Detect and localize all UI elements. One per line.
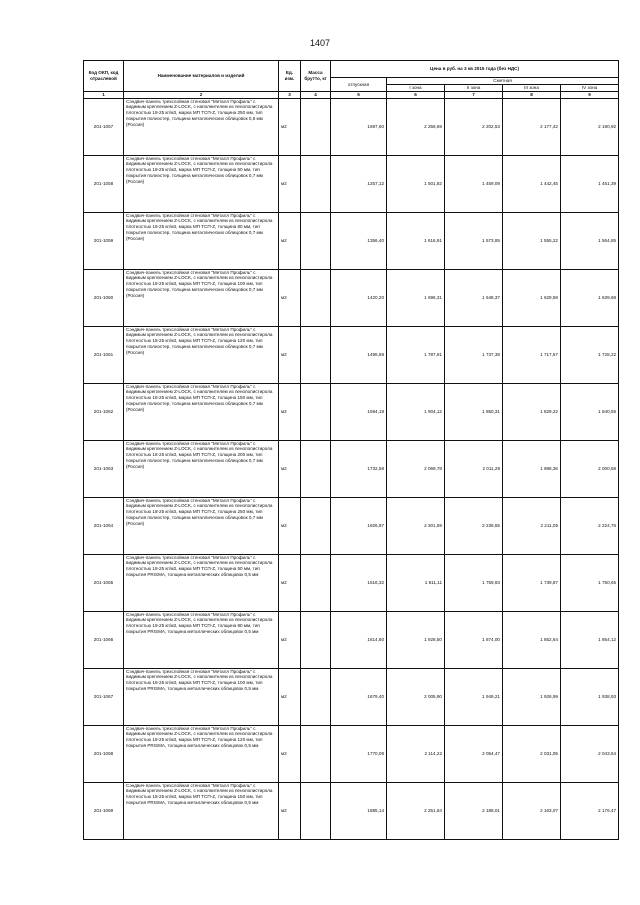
release-price: 1614,60	[331, 611, 387, 668]
item-unit: м2	[279, 212, 301, 269]
item-name: Сэндвич-панель трехслойная стеновая "Металл Профиль" с видимым креплением Z-LOCK, с наполнителем из пенополистирола плотностью 18-25 кг/м3, марка МП ТСП-Z, толщина 250 мм, тип покрытия полиэстер, толщина металлических облицовок 0,6 мм (Россия)	[124, 98, 279, 155]
zone2-price: 1 737,38	[445, 326, 503, 383]
zone4-price: 2 224,76	[561, 497, 619, 554]
zone4-price: 1 938,93	[561, 668, 619, 725]
item-code: 201-1068	[84, 725, 124, 782]
item-code: 201-1057	[84, 98, 124, 155]
column-number: 5	[331, 92, 387, 99]
zone3-price: 1 829,22	[503, 383, 561, 440]
zone2-price: 2 236,55	[445, 497, 503, 554]
column-numbers-row	[84, 92, 619, 99]
zone1-price: 2 301,59	[387, 497, 445, 554]
table-row	[84, 212, 619, 269]
item-mass	[301, 440, 331, 497]
table-row	[84, 98, 619, 155]
item-unit: м2	[279, 497, 301, 554]
header-code: Код ОКП, код отраслевой	[84, 61, 124, 92]
item-code: 201-1064	[84, 497, 124, 554]
item-unit: м2	[279, 611, 301, 668]
item-name: Сэндвич-панель трехслойная стеновая "Металл Профиль" с видимым креплением Z-LOCK, с наполнителем из пенополистирола плотностью 18-25 кг/м3, марка МП ТСП-Z, толщина 50 мм, тип покрытия PRISMA, толщина металлических облицовок 0,5 мм	[124, 554, 279, 611]
table-body	[84, 98, 619, 839]
item-mass	[301, 554, 331, 611]
zone4-price: 2 000,68	[561, 440, 619, 497]
zone3-price: 1 988,36	[503, 440, 561, 497]
header-zone1: I зона	[387, 85, 445, 92]
zone4-price: 1 451,39	[561, 155, 619, 212]
zone1-price: 1 811,11	[387, 554, 445, 611]
table-row	[84, 326, 619, 383]
item-mass	[301, 668, 331, 725]
table-row	[84, 497, 619, 554]
zone3-price: 1 717,57	[503, 326, 561, 383]
price-table	[83, 60, 619, 840]
item-code: 201-1069	[84, 782, 124, 839]
item-unit: м2	[279, 554, 301, 611]
item-code: 201-1066	[84, 611, 124, 668]
zone2-price: 1 949,21	[445, 668, 503, 725]
release-price: 1885,14	[331, 782, 387, 839]
zone3-price: 1 555,22	[503, 212, 561, 269]
table-row	[84, 383, 619, 440]
zone4-price: 1 639,68	[561, 269, 619, 326]
column-number: 3	[279, 92, 301, 99]
page-number: 1407	[309, 38, 331, 48]
header-mass: Масса брутто, кг	[301, 61, 331, 92]
release-price: 1732,58	[331, 440, 387, 497]
release-price: 1257,12	[331, 155, 387, 212]
table-row	[84, 611, 619, 668]
zone4-price: 1 750,65	[561, 554, 619, 611]
zone2-price: 1 573,85	[445, 212, 503, 269]
release-price: 1516,32	[331, 554, 387, 611]
header-zone4: IV зона	[561, 85, 619, 92]
item-name: Сэндвич-панель трехслойная стеновая "Металл Профиль" с видимым креплением Z-LOCK, с наполнителем из пенополистирола плотностью 18-25 кг/м3, марка МП ТСП-Z, толщина 150 мм, тип покрытия PRISMA, толщина металлических облицовок 0,5 мм	[124, 782, 279, 839]
item-name: Сэндвич-панель трехслойная стеновая "Металл Профиль" с видимым креплением Z-LOCK, с наполнителем из пенополистирола плотностью 18-25 кг/м3, марка МП ТСП-Z, толщина 50 мм, тип покрытия полиэстер, толщина металлических облицовок 0,7 мм (Россия)	[124, 155, 279, 212]
header-release: отпускная	[331, 78, 387, 92]
zone1-price: 2 114,22	[387, 725, 445, 782]
column-number: 1	[84, 92, 124, 99]
item-name: Сэндвич-панель трехслойная стеновая "Металл Профиль" с видимым креплением Z-LOCK, с наполнителем из пенополистирола плотностью 18-25 кг/м3, марка МП ТСП-Z, толщина 120 мм, тип покрытия полиэстер, толщина металлических облицовок 0,7 мм (Россия)	[124, 326, 279, 383]
zone3-price: 1 442,45	[503, 155, 561, 212]
release-price: 1679,40	[331, 668, 387, 725]
header-name: Наименование материалов и изделий	[124, 61, 279, 92]
table-row	[84, 668, 619, 725]
header-zone2: II зона	[445, 85, 503, 92]
zone2-price: 1 648,37	[445, 269, 503, 326]
zone2-price: 2 202,53	[445, 98, 503, 155]
zone3-price: 1 739,87	[503, 554, 561, 611]
header-estimate: Сметная	[387, 78, 619, 85]
item-unit: м2	[279, 326, 301, 383]
header-unit: Ед. изм.	[279, 61, 301, 92]
zone4-price: 2 176,47	[561, 782, 619, 839]
zone1-price: 2 069,78	[387, 440, 445, 497]
zone1-price: 1 616,91	[387, 212, 445, 269]
item-name: Сэндвич-панель трехслойная стеновая "Металл Профиль" с видимым креплением Z-LOCK, с наполнителем из пенополистирола плотностью 18-25 кг/м3, марка МП ТСП-Z, толщина 120 мм, тип покрытия PRISMA, толщина металлических облицовок 0,5 мм	[124, 725, 279, 782]
zone4-price: 1 864,12	[561, 611, 619, 668]
item-name: Сэндвич-панель трехслойная стеновая "Металл Профиль" с видимым креплением Z-LOCK, с наполнителем из пенополистирола плотностью 18-25 кг/м3, марка МП ТСП-Z, толщина 100 мм, тип покрытия PRISMA, толщина металлических облицовок 0,5 мм	[124, 668, 279, 725]
zone2-price: 1 850,31	[445, 383, 503, 440]
item-code: 201-1062	[84, 383, 124, 440]
item-unit: м2	[279, 725, 301, 782]
zone1-price: 1 928,50	[387, 611, 445, 668]
table-row	[84, 155, 619, 212]
item-unit: м2	[279, 383, 301, 440]
item-unit: м2	[279, 98, 301, 155]
item-code: 201-1059	[84, 212, 124, 269]
item-mass	[301, 98, 331, 155]
item-mass	[301, 782, 331, 839]
release-price: 1770,09	[331, 725, 387, 782]
header-zone3: III зона	[503, 85, 561, 92]
zone3-price: 2 211,05	[503, 497, 561, 554]
item-mass	[301, 326, 331, 383]
table-row	[84, 269, 619, 326]
table-row	[84, 782, 619, 839]
item-code: 201-1058	[84, 155, 124, 212]
item-name: Сэндвич-панель трехслойная стеновая "Металл Профиль" с видимым креплением Z-LOCK, с наполнителем из пенополистирола плотностью 18-25 кг/м3, марка МП ТСП-Z, толщина 150 мм, тип покрытия полиэстер, толщина металлических облицовок 0,7 мм (Россия)	[124, 383, 279, 440]
table-row	[84, 725, 619, 782]
item-mass	[301, 269, 331, 326]
release-price: 1496,69	[331, 326, 387, 383]
item-name: Сэндвич-панель трехслойная стеновая "Металл Профиль" с видимым креплением Z-LOCK, с наполнителем из пенополистирола плотностью 18-25 кг/м3, марка МП ТСП-Z, толщина 80 мм, тип покрытия полиэстер, толщина металлических облицовок 0,7 мм (Россия)	[124, 212, 279, 269]
zone1-price: 1 696,31	[387, 269, 445, 326]
column-number: 2	[124, 92, 279, 99]
zone4-price: 1 728,22	[561, 326, 619, 383]
item-unit: м2	[279, 269, 301, 326]
zone3-price: 1 629,58	[503, 269, 561, 326]
zone4-price: 1 840,55	[561, 383, 619, 440]
item-name: Сэндвич-панель трехслойная стеновая "Металл Профиль" с видимым креплением Z-LOCK, с наполнителем из пенополистирола плотностью 18-25 кг/м3, марка МП ТСП-Z, толщина 250 мм, тип покрытия полиэстер, толщина металлических облицовок 0,7 мм (Россия)	[124, 497, 279, 554]
item-unit: м2	[279, 155, 301, 212]
zone3-price: 1 926,99	[503, 668, 561, 725]
column-number: 8	[503, 92, 561, 99]
item-code: 201-1060	[84, 269, 124, 326]
release-price: 1926,97	[331, 497, 387, 554]
zone2-price: 1 759,93	[445, 554, 503, 611]
column-number: 9	[561, 92, 619, 99]
zone3-price: 1 852,64	[503, 611, 561, 668]
item-code: 201-1067	[84, 668, 124, 725]
zone1-price: 2 251,64	[387, 782, 445, 839]
item-unit: м2	[279, 782, 301, 839]
item-mass	[301, 611, 331, 668]
zone2-price: 2 188,01	[445, 782, 503, 839]
release-price: 1697,60	[331, 98, 387, 155]
item-code: 201-1065	[84, 554, 124, 611]
zone4-price: 2 190,92	[561, 98, 619, 155]
zone1-price: 2 005,90	[387, 668, 445, 725]
release-price: 1420,20	[331, 269, 387, 326]
item-name: Сэндвич-панель трехслойная стеновая "Металл Профиль" с видимым креплением Z-LOCK, с наполнителем из пенополистирола плотностью 18-25 кг/м3, марка МП ТСП-Z, толщина 200 мм, тип покрытия полиэстер, толщина металлических облицовок 0,7 мм (Россия)	[124, 440, 279, 497]
column-number: 7	[445, 92, 503, 99]
zone1-price: 1 904,12	[387, 383, 445, 440]
zone1-price: 2 256,69	[387, 98, 445, 155]
item-mass	[301, 497, 331, 554]
zone1-price: 1 501,82	[387, 155, 445, 212]
zone1-price: 1 787,91	[387, 326, 445, 383]
item-mass	[301, 212, 331, 269]
item-mass	[301, 155, 331, 212]
item-code: 201-1063	[84, 440, 124, 497]
release-price: 1594,19	[331, 383, 387, 440]
column-number: 4	[301, 92, 331, 99]
table-row	[84, 554, 619, 611]
zone2-price: 2 011,28	[445, 440, 503, 497]
item-unit: м2	[279, 440, 301, 497]
header-price-title: Цена в руб. на 3 кв 2015 года (без НДС)	[331, 61, 619, 78]
item-mass	[301, 383, 331, 440]
item-mass	[301, 725, 331, 782]
zone2-price: 1 874,00	[445, 611, 503, 668]
item-code: 201-1061	[84, 326, 124, 383]
zone3-price: 2 031,05	[503, 725, 561, 782]
item-name: Сэндвич-панель трехслойная стеновая "Металл Профиль" с видимым креплением Z-LOCK, с наполнителем из пенополистирола плотностью 18-25 кг/м3, марка МП ТСП-Z, толщина 100 мм, тип покрытия полиэстер, толщина металлических облицовок 0,7 мм (Россия)	[124, 269, 279, 326]
column-number: 6	[387, 92, 445, 99]
zone4-price: 1 564,85	[561, 212, 619, 269]
zone4-price: 2 043,64	[561, 725, 619, 782]
item-unit: м2	[279, 668, 301, 725]
release-price: 1356,40	[331, 212, 387, 269]
zone3-price: 2 177,42	[503, 98, 561, 155]
table-row	[84, 440, 619, 497]
zone2-price: 1 459,09	[445, 155, 503, 212]
item-name: Сэндвич-панель трехслойная стеновая "Металл Профиль" с видимым креплением Z-LOCK, с наполнителем из пенополистирола плотностью 18-25 кг/м3, марка МП ТСП-Z, толщина 80 мм, тип покрытия PRISMA, толщина металлических облицовок 0,5 мм	[124, 611, 279, 668]
zone3-price: 2 163,07	[503, 782, 561, 839]
zone2-price: 2 054,47	[445, 725, 503, 782]
